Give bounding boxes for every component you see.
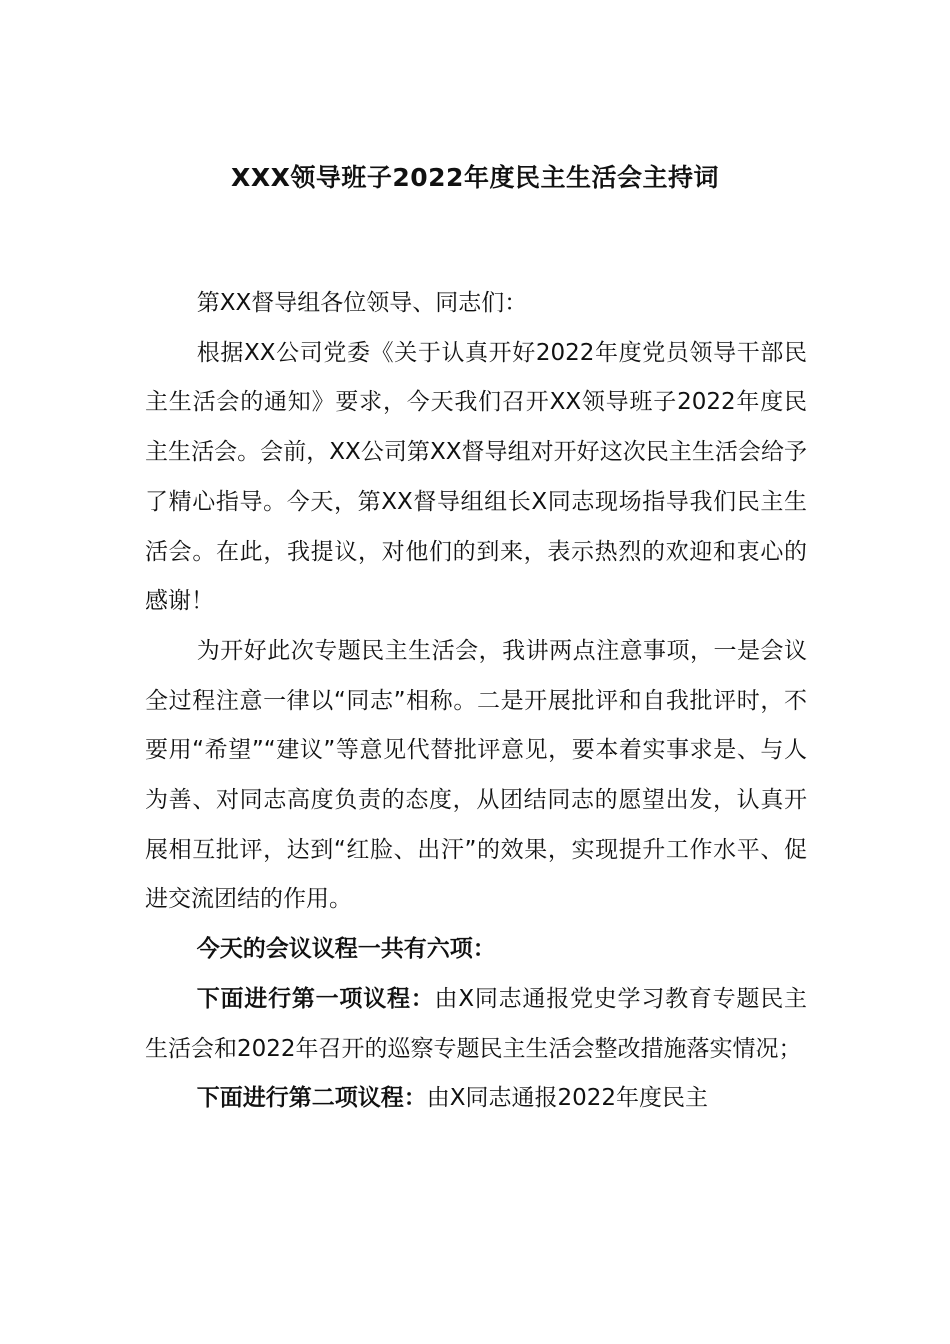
paragraph-text: 为开好此次专题民主生活会，我讲两点注意事项，一是会议全过程注意一律以“同志”相称。二是开展批评和自我批评时，不要用“希望”“建议”等意见代替批评意见，要本着实事求是、与人为善、对同志高度负责的态度，从团结同志的愿望出发，认真开展相互批评，达到“红脸、出汗”的效果，实现提升工作水平、促进交流团结的作用。 bbox=[145, 637, 807, 913]
agenda-item-1-paragraph bbox=[145, 975, 807, 1074]
paragraph-text: 由X同志通报2022年度民主 bbox=[426, 1085, 709, 1112]
agenda-intro-paragraph bbox=[145, 925, 807, 975]
paragraph-text: 第XX督导组各位领导、同志们： bbox=[196, 290, 528, 316]
document-body bbox=[145, 279, 807, 1124]
salutation-paragraph bbox=[145, 279, 807, 329]
paragraph-text: 由X同志通报党史学习教育专题民主生活会和2022年召开的巡察专题民主生活会整改措施落实情况； bbox=[145, 985, 807, 1062]
document-title: XXX领导班子2022年度民主生活会主持词 bbox=[231, 163, 719, 192]
agenda-item-2-paragraph bbox=[145, 1074, 807, 1124]
paragraph-text: 根据XX公司党委《关于认真开好2022年度党员领导干部民主生活会的通知》要求，今天我们召开XX领导班子2022年度民主生活会。会前，XX公司第XX督导组对开好这次民主生活会给予了精心指导。今天，第XX督导组组长X同志现场指导我们民主生活会。在此，我提议，对他们的到来，表示热烈的欢迎和衷心的感谢！ bbox=[145, 339, 807, 615]
paragraph-bold-text: 今天的会议议程一共有六项： bbox=[196, 936, 496, 963]
opening-paragraph bbox=[145, 329, 807, 627]
agenda-item-heading: 下面进行第一项议程： bbox=[196, 985, 435, 1012]
agenda-item-heading: 下面进行第二项议程： bbox=[196, 1085, 427, 1112]
notice-paragraph bbox=[145, 627, 807, 925]
